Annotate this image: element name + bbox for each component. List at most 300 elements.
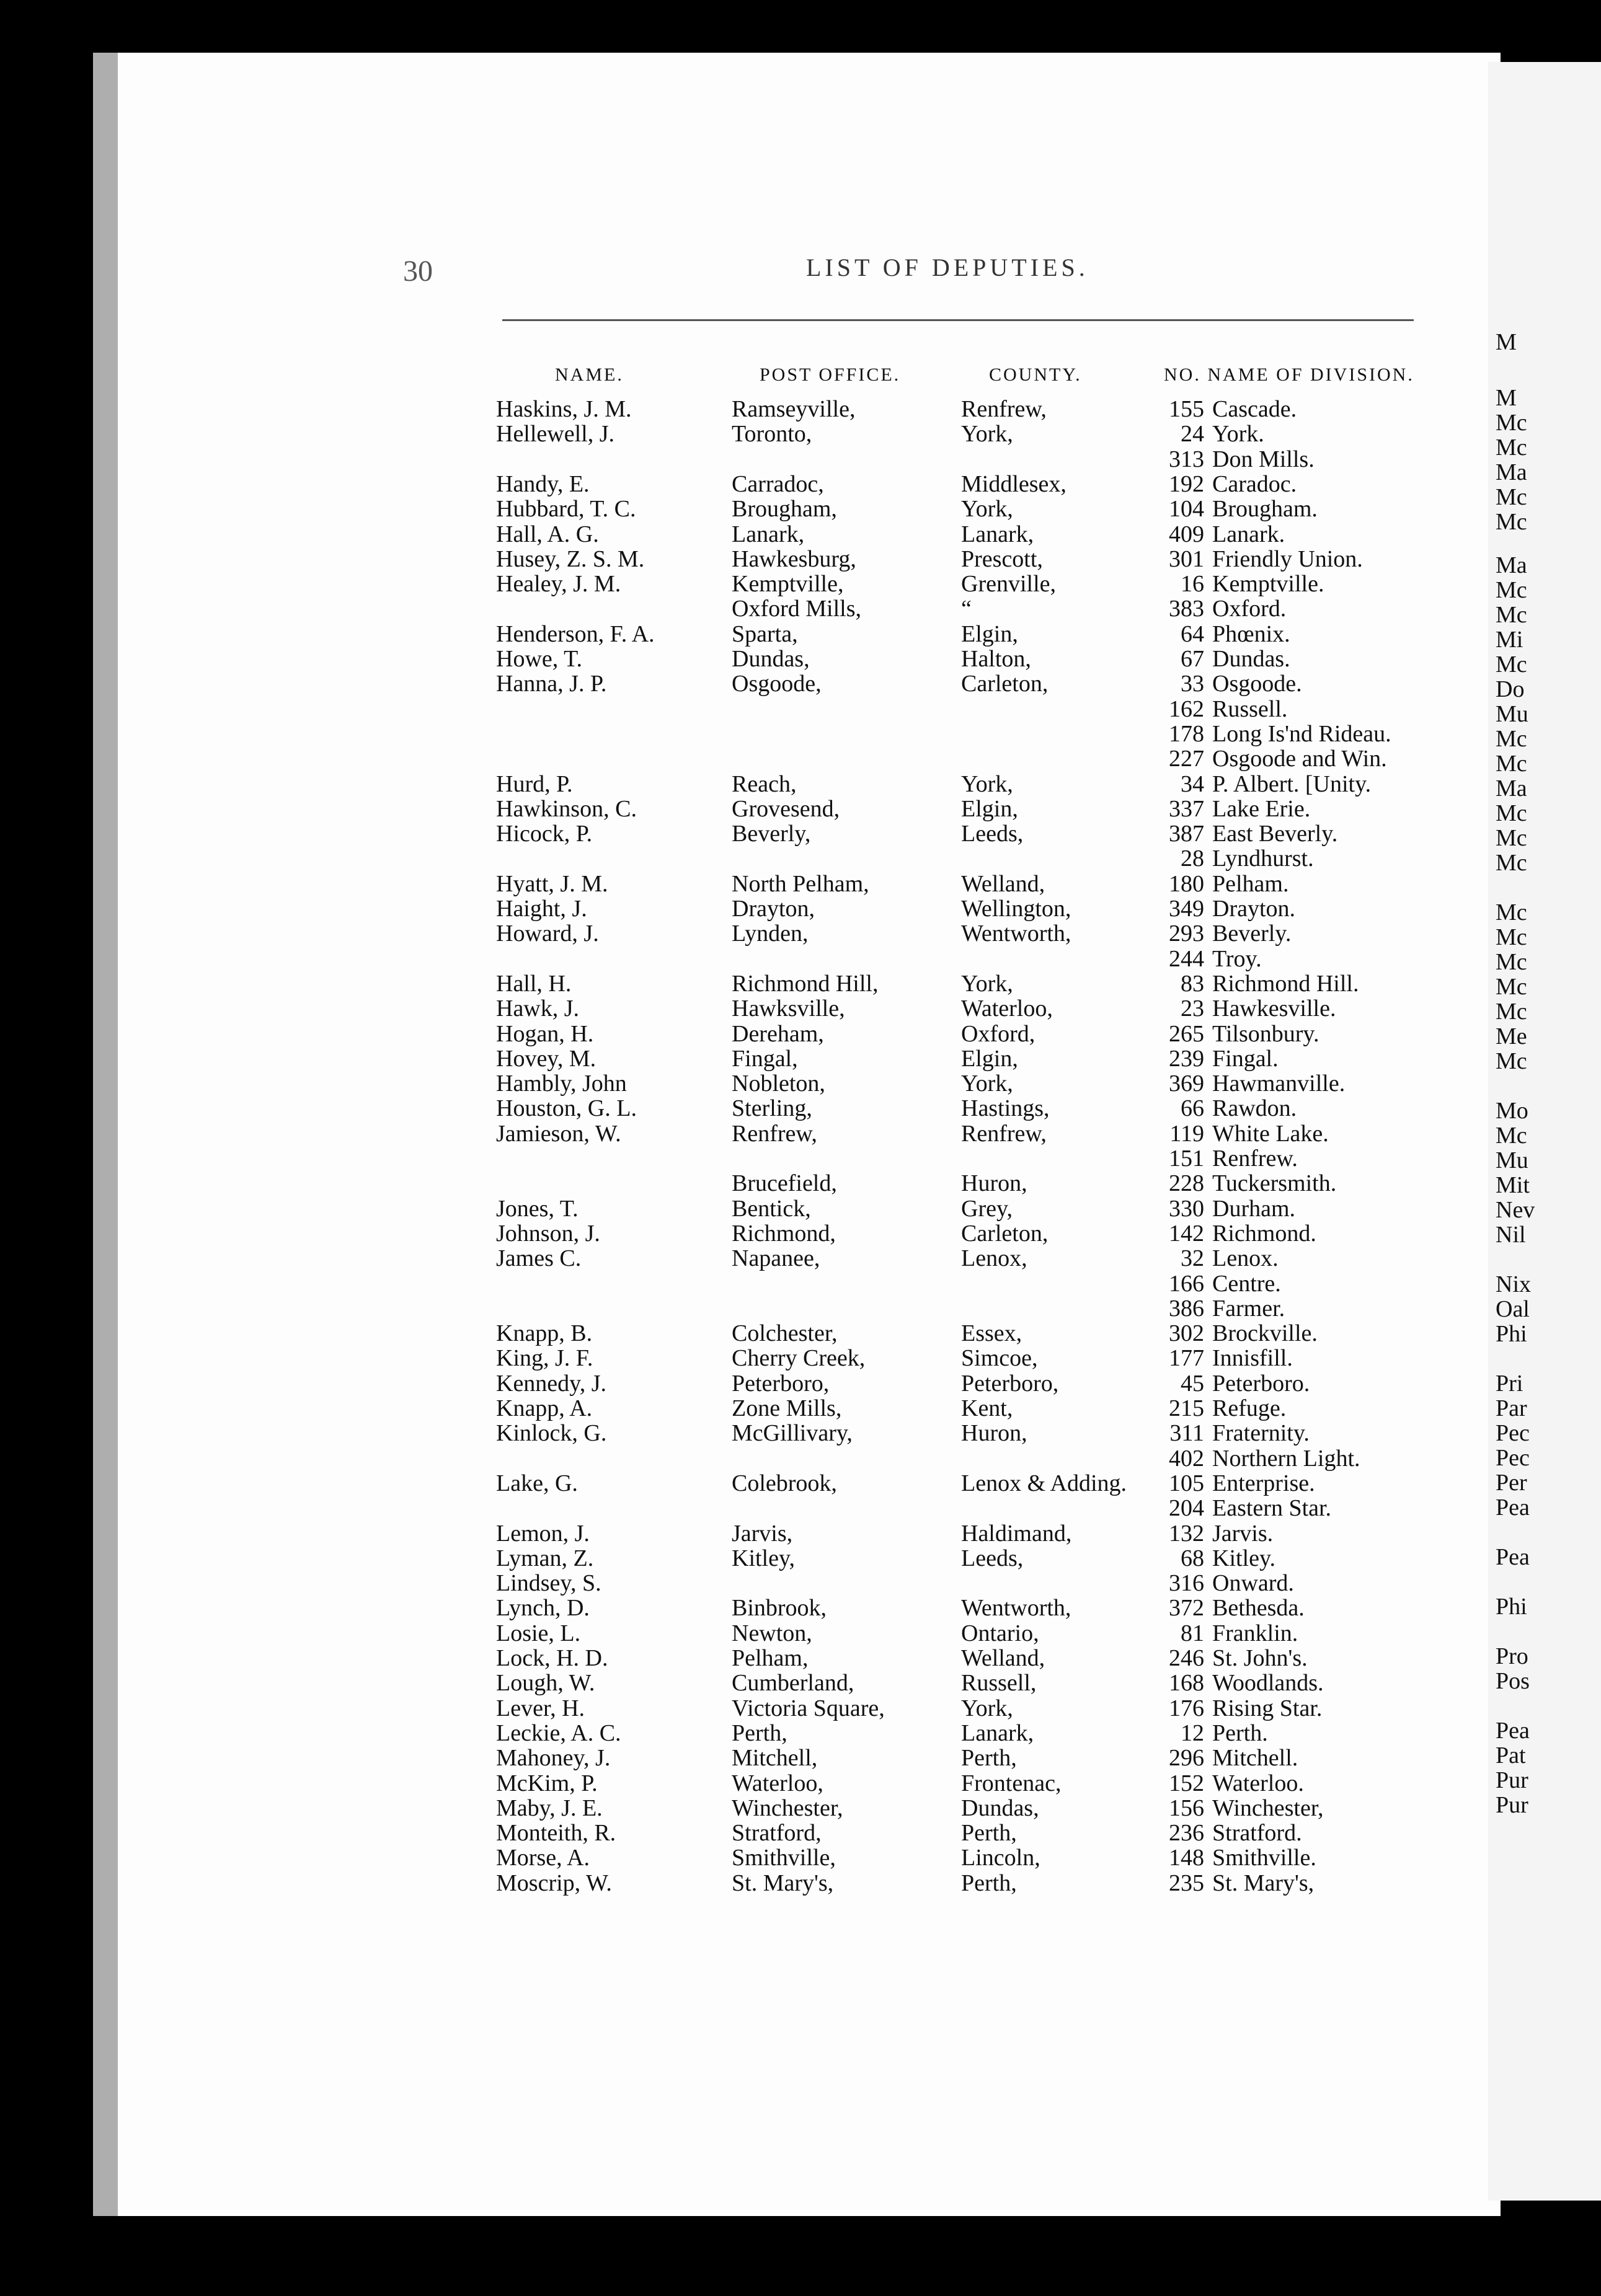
division-name: Oxford. xyxy=(1212,596,1287,622)
header-rule xyxy=(502,319,1414,321)
deputy-name: McKim, P. xyxy=(496,1770,598,1796)
table-row xyxy=(0,921,1601,946)
table-row xyxy=(0,1421,1601,1446)
table-row xyxy=(0,1246,1601,1271)
facing-page-fragment: Pec xyxy=(1496,1445,1530,1471)
division-number: 311 xyxy=(1169,1420,1204,1446)
division-name: Innisfill. xyxy=(1212,1345,1293,1371)
division-name: Osgoode. xyxy=(1212,671,1302,697)
facing-page-fragment: Mc xyxy=(1496,509,1527,535)
deputy-name: Lake, G. xyxy=(496,1470,578,1496)
facing-page-fragment: Mu xyxy=(1496,701,1528,727)
deputy-name: Hawkinson, C. xyxy=(496,796,637,822)
table-row xyxy=(0,697,1601,722)
county: York, xyxy=(961,771,1013,797)
deputy-name: Maby, J. E. xyxy=(496,1795,603,1821)
division-name: Smithville. xyxy=(1212,1845,1316,1871)
county: Simcoe, xyxy=(961,1345,1038,1371)
county: Wentworth, xyxy=(961,1595,1071,1621)
table-row xyxy=(0,746,1601,771)
county: Essex, xyxy=(961,1320,1022,1346)
deputy-name: Hambly, John xyxy=(496,1071,627,1097)
post-office: Sparta, xyxy=(732,621,798,647)
county: Renfrew, xyxy=(961,1121,1047,1147)
county: Lanark, xyxy=(961,1720,1034,1746)
table-row xyxy=(0,1721,1601,1746)
post-office: Toronto, xyxy=(732,421,812,447)
deputy-name: Hellewell, J. xyxy=(496,421,615,447)
division-name: Rawdon. xyxy=(1212,1095,1297,1121)
post-office: Newton, xyxy=(732,1620,812,1646)
column-header-county: COUNTY. xyxy=(989,364,1082,385)
division-name: Fingal. xyxy=(1212,1046,1279,1072)
deputy-name: Lever, H. xyxy=(496,1695,585,1721)
division-name: Renfrew. xyxy=(1212,1146,1298,1172)
facing-page-fragment: Mc xyxy=(1496,435,1527,461)
facing-page-fragment: Pri xyxy=(1496,1371,1523,1397)
post-office: Brucefield, xyxy=(732,1170,837,1196)
county: Perth, xyxy=(961,1820,1017,1846)
division-name: Dundas. xyxy=(1212,646,1290,672)
deputy-name: Leckie, A. C. xyxy=(496,1720,621,1746)
table-row xyxy=(0,522,1601,547)
table-row xyxy=(0,896,1601,921)
division-name: Lake Erie. xyxy=(1212,796,1311,822)
county: York, xyxy=(961,496,1013,522)
post-office: Cumberland, xyxy=(732,1670,854,1696)
division-number: 155 xyxy=(1169,396,1204,422)
county: Wentworth, xyxy=(961,921,1071,947)
table-row xyxy=(0,1346,1601,1371)
facing-page-fragment: Mit xyxy=(1496,1172,1530,1198)
table-row xyxy=(0,722,1601,746)
county: Elgin, xyxy=(961,621,1018,647)
deputy-name: Howe, T. xyxy=(496,646,582,672)
county: Frontenac, xyxy=(961,1770,1062,1796)
division-number: 68 xyxy=(1181,1545,1204,1571)
facing-page-fragment: Ma xyxy=(1496,775,1527,801)
table-row xyxy=(0,1022,1601,1046)
county: Prescott, xyxy=(961,546,1043,572)
division-name: Winchester, xyxy=(1212,1795,1324,1821)
division-number: 33 xyxy=(1181,671,1204,697)
facing-page-fragment: Mc xyxy=(1496,850,1527,876)
column-header-name: NAME. xyxy=(555,364,624,385)
post-office: Grovesend, xyxy=(732,796,840,822)
facing-page-fragment: Mc xyxy=(1496,1123,1527,1149)
facing-page-fragment: Mo xyxy=(1496,1098,1528,1124)
post-office: Waterloo, xyxy=(732,1770,823,1796)
post-office: McGillivary, xyxy=(732,1420,853,1446)
county: York, xyxy=(961,971,1013,997)
division-name: Tilsonbury. xyxy=(1212,1021,1319,1047)
table-row xyxy=(0,1621,1601,1646)
division-name: Lenox. xyxy=(1212,1245,1279,1271)
post-office: Hawkesburg, xyxy=(732,546,856,572)
county: Perth, xyxy=(961,1745,1017,1771)
post-office: Winchester, xyxy=(732,1795,843,1821)
page-number: 30 xyxy=(403,255,433,288)
post-office: Brougham, xyxy=(732,496,837,522)
post-office: Richmond, xyxy=(732,1221,836,1247)
post-office: Kemptville, xyxy=(732,571,844,597)
post-office: Mitchell, xyxy=(732,1745,818,1771)
facing-page-fragment: Mc xyxy=(1496,751,1527,777)
facing-page-fragment: Pro xyxy=(1496,1643,1528,1669)
division-name: Fraternity. xyxy=(1212,1420,1310,1446)
table-row xyxy=(0,1571,1601,1596)
table-row xyxy=(0,1796,1601,1821)
deputy-name: Lyman, Z. xyxy=(496,1545,594,1571)
division-number: 151 xyxy=(1169,1146,1204,1172)
post-office: Fingal, xyxy=(732,1046,798,1072)
facing-page-fragment: Ma xyxy=(1496,552,1527,578)
county: “ xyxy=(961,596,972,622)
division-name: Osgoode and Win. xyxy=(1212,746,1387,772)
division-name: Perth. xyxy=(1212,1720,1268,1746)
county: Leeds, xyxy=(961,1545,1024,1571)
deputy-name: Kennedy, J. xyxy=(496,1371,606,1397)
facing-page-fragment: Pea xyxy=(1496,1495,1530,1521)
table-row xyxy=(0,1221,1601,1246)
deputy-name: Lock, H. D. xyxy=(496,1645,608,1671)
post-office: North Pelham, xyxy=(732,871,869,897)
table-row xyxy=(0,1771,1601,1796)
page-title: LIST OF DEPUTIES. xyxy=(806,254,1089,281)
post-office: Colebrook, xyxy=(732,1470,837,1496)
facing-page-fragment: Me xyxy=(1496,1023,1527,1049)
division-name: Hawkesville. xyxy=(1212,996,1336,1022)
division-number: 244 xyxy=(1169,946,1204,972)
post-office: Carradoc, xyxy=(732,471,824,497)
post-office: Dundas, xyxy=(732,646,810,672)
deputy-name: Lindsey, S. xyxy=(496,1570,601,1596)
table-row xyxy=(0,671,1601,696)
division-number: 67 xyxy=(1181,646,1204,672)
division-number: 45 xyxy=(1181,1371,1204,1397)
table-row xyxy=(0,797,1601,821)
division-number: 24 xyxy=(1181,421,1204,447)
division-name: Refuge. xyxy=(1212,1395,1287,1421)
county: Ontario, xyxy=(961,1620,1039,1646)
division-number: 23 xyxy=(1181,996,1204,1022)
deputy-name: Husey, Z. S. M. xyxy=(496,546,645,572)
table-row xyxy=(0,1496,1601,1521)
county: Middlesex, xyxy=(961,471,1067,497)
division-number: 166 xyxy=(1169,1271,1204,1297)
division-number: 192 xyxy=(1169,471,1204,497)
facing-page-fragment: M xyxy=(1496,385,1517,411)
facing-page-fragment: Mc xyxy=(1496,410,1527,436)
division-number: 349 xyxy=(1169,896,1204,922)
division-name: Richmond. xyxy=(1212,1221,1316,1247)
county: Perth, xyxy=(961,1870,1017,1896)
table-row xyxy=(0,1196,1601,1221)
facing-page-fragment: Mu xyxy=(1496,1147,1528,1173)
table-row xyxy=(0,1146,1601,1171)
division-number: 246 xyxy=(1169,1645,1204,1671)
division-name: Farmer. xyxy=(1212,1296,1285,1322)
division-number: 12 xyxy=(1181,1720,1204,1746)
division-name: Brougham. xyxy=(1212,496,1318,522)
county: Elgin, xyxy=(961,1046,1018,1072)
facing-page-fragment: Mc xyxy=(1496,484,1527,510)
table-row xyxy=(0,572,1601,596)
division-number: 409 xyxy=(1169,521,1204,547)
division-name: Eastern Star. xyxy=(1212,1495,1332,1521)
table-row xyxy=(0,397,1601,422)
division-name: Durham. xyxy=(1212,1196,1296,1222)
division-number: 330 xyxy=(1169,1196,1204,1222)
table-row xyxy=(0,1321,1601,1346)
division-name: Russell. xyxy=(1212,696,1288,722)
division-number: 16 xyxy=(1181,571,1204,597)
deputy-name: Jamieson, W. xyxy=(496,1121,621,1147)
county: Elgin, xyxy=(961,796,1018,822)
division-name: Peterboro. xyxy=(1212,1371,1310,1397)
county: Wellington, xyxy=(961,896,1071,922)
division-name: Friendly Union. xyxy=(1212,546,1363,572)
post-office: Hawksville, xyxy=(732,996,845,1022)
division-number: 313 xyxy=(1169,446,1204,472)
deputy-name: Hawk, J. xyxy=(496,996,580,1022)
post-office: Stratford, xyxy=(732,1820,822,1846)
division-number: 228 xyxy=(1169,1170,1204,1196)
division-name: Northern Light. xyxy=(1212,1446,1360,1472)
post-office: Colchester, xyxy=(732,1320,838,1346)
deputy-name: James C. xyxy=(496,1245,582,1271)
facing-page-fragment: Phi xyxy=(1496,1594,1527,1620)
division-number: 152 xyxy=(1169,1770,1204,1796)
county: Grey, xyxy=(961,1196,1013,1222)
division-name: Don Mills. xyxy=(1212,446,1315,472)
table-row xyxy=(0,1121,1601,1146)
deputy-name: Henderson, F. A. xyxy=(496,621,655,647)
county: Hastings, xyxy=(961,1095,1050,1121)
division-name: Mitchell. xyxy=(1212,1745,1298,1771)
facing-page-fragment: Mi xyxy=(1496,627,1523,653)
division-name: Brockville. xyxy=(1212,1320,1318,1346)
county: Carleton, xyxy=(961,671,1049,697)
division-number: 316 xyxy=(1169,1570,1204,1596)
division-name: Long Is'nd Rideau. xyxy=(1212,721,1391,747)
facing-page-fragment: Mc xyxy=(1496,577,1527,603)
facing-page-fragment: Mc xyxy=(1496,651,1527,678)
deputy-name: Handy, E. xyxy=(496,471,590,497)
division-number: 293 xyxy=(1169,921,1204,947)
county: Renfrew, xyxy=(961,396,1047,422)
table-row xyxy=(0,472,1601,497)
facing-page-fragment: Mc xyxy=(1496,999,1527,1025)
column-header-division: NO. NAME OF DIVISION. xyxy=(1164,364,1414,385)
table-row xyxy=(0,622,1601,647)
post-office: Dereham, xyxy=(732,1021,824,1047)
post-office: Oxford Mills, xyxy=(732,596,861,622)
table-row xyxy=(0,1471,1601,1496)
deputy-name: Monteith, R. xyxy=(496,1820,616,1846)
post-office: Richmond Hill, xyxy=(732,971,879,997)
division-name: Bethesda. xyxy=(1212,1595,1305,1621)
table-row xyxy=(0,1171,1601,1196)
county: Lenox, xyxy=(961,1245,1027,1271)
division-name: White Lake. xyxy=(1212,1121,1329,1147)
post-office: Nobleton, xyxy=(732,1071,825,1097)
post-office: Cherry Creek, xyxy=(732,1345,866,1371)
facing-page-fragment: Nil xyxy=(1496,1222,1526,1248)
facing-page-fragment: Nev xyxy=(1496,1197,1535,1223)
county: Dundas, xyxy=(961,1795,1039,1821)
county: York, xyxy=(961,421,1013,447)
facing-page-fragment: Mc xyxy=(1496,602,1527,628)
table-row xyxy=(0,1396,1601,1421)
table-row xyxy=(0,1646,1601,1671)
table-row xyxy=(0,1521,1601,1546)
division-number: 162 xyxy=(1169,696,1204,722)
county: Russell, xyxy=(961,1670,1037,1696)
division-number: 34 xyxy=(1181,771,1204,797)
post-office: Lanark, xyxy=(732,521,805,547)
table-row xyxy=(0,1296,1601,1321)
county: Lincoln, xyxy=(961,1845,1040,1871)
division-number: 296 xyxy=(1169,1745,1204,1771)
division-number: 32 xyxy=(1181,1245,1204,1271)
division-number: 235 xyxy=(1169,1870,1204,1896)
deputy-name: Knapp, A. xyxy=(496,1395,593,1421)
facing-page-fragment: Pat xyxy=(1496,1742,1526,1768)
post-office: Victoria Square, xyxy=(732,1695,885,1721)
division-name: Hawmanville. xyxy=(1212,1071,1346,1097)
table-row xyxy=(0,846,1601,871)
deputy-name: Lemon, J. xyxy=(496,1521,590,1547)
division-name: Rising Star. xyxy=(1212,1695,1323,1721)
table-row xyxy=(0,1271,1601,1296)
facing-page-fragment: Ma xyxy=(1496,459,1527,485)
division-number: 383 xyxy=(1169,596,1204,622)
division-name: Lanark. xyxy=(1212,521,1285,547)
division-number: 301 xyxy=(1169,546,1204,572)
division-number: 372 xyxy=(1169,1595,1204,1621)
division-name: Richmond Hill. xyxy=(1212,971,1359,997)
deputy-name: Howard, J. xyxy=(496,921,599,947)
facing-page-fragment: Do xyxy=(1496,676,1525,702)
facing-page-fragment: Nix xyxy=(1496,1271,1531,1297)
facing-page-fragment: M xyxy=(1496,329,1517,355)
facing-page-fragment: Pec xyxy=(1496,1420,1530,1446)
division-number: 28 xyxy=(1181,846,1204,872)
division-name: Pelham. xyxy=(1212,871,1289,897)
division-number: 337 xyxy=(1169,796,1204,822)
division-name: Caradoc. xyxy=(1212,471,1297,497)
division-name: Enterprise. xyxy=(1212,1470,1315,1496)
division-number: 148 xyxy=(1169,1845,1204,1871)
post-office: Napanee, xyxy=(732,1245,820,1271)
table-row xyxy=(0,547,1601,572)
facing-page-fragment: Mc xyxy=(1496,899,1527,925)
deputy-name: Moscrip, W. xyxy=(496,1870,612,1896)
deputy-name: Lough, W. xyxy=(496,1670,595,1696)
table-row xyxy=(0,647,1601,671)
post-office: Drayton, xyxy=(732,896,815,922)
county: Kent, xyxy=(961,1395,1013,1421)
facing-page-fragment: Pur xyxy=(1496,1767,1528,1793)
division-number: 386 xyxy=(1169,1296,1204,1322)
county: Carleton, xyxy=(961,1221,1049,1247)
deputy-name: Hall, A. G. xyxy=(496,521,599,547)
table-row xyxy=(0,1071,1601,1096)
division-number: 239 xyxy=(1169,1046,1204,1072)
county: Grenville, xyxy=(961,571,1057,597)
division-number: 104 xyxy=(1169,496,1204,522)
table-row xyxy=(0,872,1601,896)
facing-page-fragment: Mc xyxy=(1496,825,1527,851)
deputy-name: Healey, J. M. xyxy=(496,571,621,597)
division-number: 369 xyxy=(1169,1071,1204,1097)
table-row xyxy=(0,1845,1601,1870)
division-name: Onward. xyxy=(1212,1570,1294,1596)
deputy-name: King, J. F. xyxy=(496,1345,593,1371)
division-name: Woodlands. xyxy=(1212,1670,1324,1696)
division-name: Waterloo. xyxy=(1212,1770,1304,1796)
division-number: 176 xyxy=(1169,1695,1204,1721)
division-name: Lyndhurst. xyxy=(1212,846,1314,872)
division-number: 204 xyxy=(1169,1495,1204,1521)
facing-page-fragment: Oal xyxy=(1496,1296,1530,1322)
deputy-name: Mahoney, J. xyxy=(496,1745,611,1771)
post-office: Osgoode, xyxy=(732,671,822,697)
division-number: 132 xyxy=(1169,1521,1204,1547)
division-number: 168 xyxy=(1169,1670,1204,1696)
table-row xyxy=(0,1546,1601,1571)
deputy-name: Hyatt, J. M. xyxy=(496,871,608,897)
division-number: 265 xyxy=(1169,1021,1204,1047)
facing-page-fragment: Pea xyxy=(1496,1718,1530,1744)
division-number: 302 xyxy=(1169,1320,1204,1346)
division-number: 227 xyxy=(1169,746,1204,772)
post-office: Peterboro, xyxy=(732,1371,830,1397)
table-row xyxy=(0,821,1601,846)
county: Leeds, xyxy=(961,821,1024,847)
county: Huron, xyxy=(961,1420,1027,1446)
table-row xyxy=(0,1871,1601,1896)
deputy-name: Jones, T. xyxy=(496,1196,579,1222)
division-name: Centre. xyxy=(1212,1271,1281,1297)
deputy-name: Johnson, J. xyxy=(496,1221,600,1247)
table-row xyxy=(0,1046,1601,1071)
facing-page-fragment: Phi xyxy=(1496,1321,1527,1347)
deputy-name: Hanna, J. P. xyxy=(496,671,607,697)
division-name: East Beverly. xyxy=(1212,821,1338,847)
facing-page-fragment: Par xyxy=(1496,1395,1527,1421)
division-name: Cascade. xyxy=(1212,396,1297,422)
facing-page-fragment: Per xyxy=(1496,1470,1527,1496)
deputy-name: Lynch, D. xyxy=(496,1595,590,1621)
division-name: Stratford. xyxy=(1212,1820,1302,1846)
table-row xyxy=(0,1596,1601,1620)
division-number: 236 xyxy=(1169,1820,1204,1846)
county: Huron, xyxy=(961,1170,1027,1196)
deputy-name: Haskins, J. M. xyxy=(496,396,632,422)
county: Oxford, xyxy=(961,1021,1036,1047)
post-office: Beverly, xyxy=(732,821,811,847)
division-name: Troy. xyxy=(1212,946,1262,972)
deputy-name: Morse, A. xyxy=(496,1845,590,1871)
division-number: 402 xyxy=(1169,1446,1204,1472)
table-row xyxy=(0,1446,1601,1471)
division-number: 387 xyxy=(1169,821,1204,847)
post-office: Reach, xyxy=(732,771,797,797)
column-header-post-office: POST OFFICE. xyxy=(760,364,901,385)
division-number: 105 xyxy=(1169,1470,1204,1496)
